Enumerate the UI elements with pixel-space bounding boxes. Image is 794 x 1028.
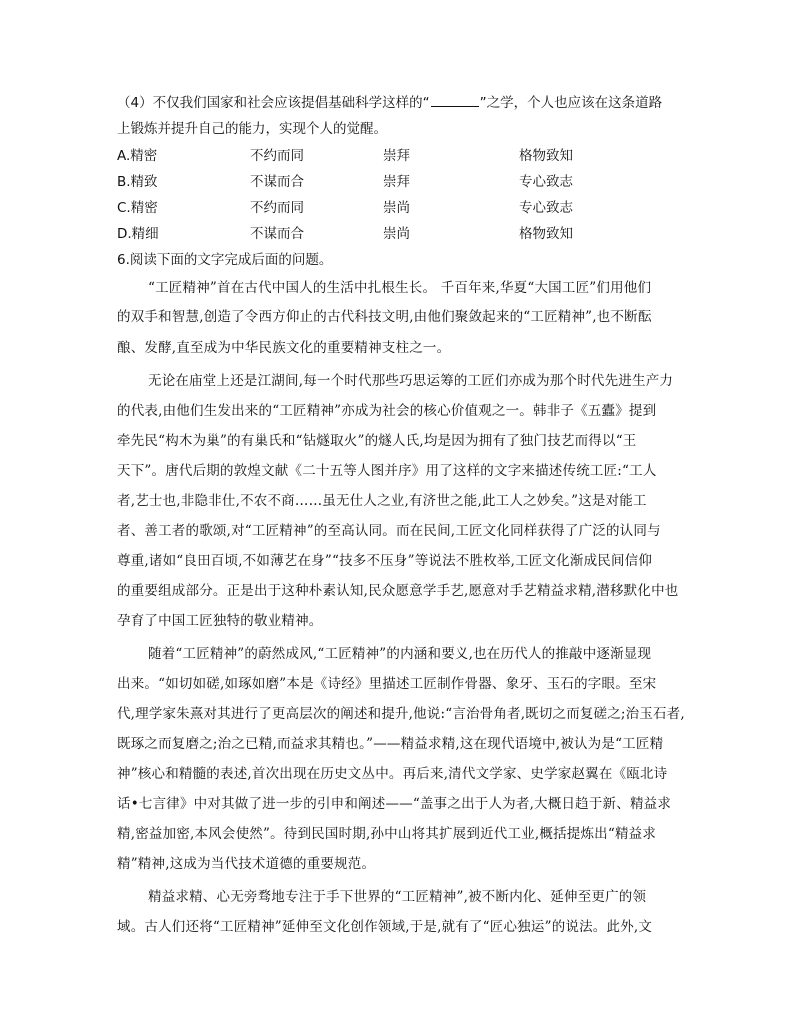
option-word: 不谋而合 (250, 226, 304, 242)
passage-line: 代,理学家朱熹对其进行了更高层次的阐述和提升,他说:“言治骨角者,既切之而复磋之;治玉石者, (117, 706, 685, 722)
answer-blank (431, 94, 479, 107)
passage-line: 无论在庙堂上还是江湖间,每一个时代那些巧思运筹的工匠们亦成为那个时代先进生产力 (148, 373, 674, 389)
passage-line: 既琢之而复磨之;治之已精,而益求其精也。”——精益求精,这在现代语境中,被认为是“工匠精 (117, 736, 664, 752)
option-label: A.精密 (117, 148, 158, 164)
option-word: 不约而同 (250, 148, 304, 164)
passage-line: 的重要组成部分。正是出于这种朴素认知,民众愿意学手艺,愿意对手艺精益求精,潜移默化中也 (117, 583, 679, 599)
passage-line: 孕育了中国工匠独特的敬业精神。 (117, 613, 323, 629)
option-word: 格物致知 (519, 226, 573, 242)
passage-line: “工匠精神”首在古代中国人的生活中扎根生长。 千百年来,华夏“大国工匠”们用他们 (148, 280, 652, 296)
question-4-text-b: ”之学，个人也应该在这条道路 (479, 95, 663, 111)
option-word: 不约而同 (250, 200, 304, 216)
question-6-title: 6.阅读下面的文字完成后面的问题。 (117, 252, 333, 268)
question-4-line-1 (117, 93, 662, 113)
option-word: 崇尚 (383, 226, 410, 242)
passage-line: 话•七言律》中对其做了进一步的引申和阐述——“盖事之出于人为者,大概日趋于新、精益求 (117, 796, 672, 812)
passage-line: 者、善工者的歌颂,对“工匠精神”的至高认同。而在民间,工匠文化同样获得了广泛的认同与 (117, 523, 661, 539)
passage-line: 出来。“如切如磋,如琢如磨”本是《诗经》里描述工匠制作骨器、象牙、玉石的字眼。至宋 (117, 676, 657, 692)
option-word: 不谋而合 (250, 174, 304, 190)
passage-line: 尊重,诸如“良田百顷,不如薄艺在身”“技多不压身”等说法不胜枚举,工匠文化渐成民间信仰 (117, 553, 653, 569)
option-label: B.精致 (117, 174, 158, 190)
question-4-text-a: （4）不仅我们国家和社会应该提倡基础科学这样的“ (117, 95, 430, 111)
option-word: 专心致志 (519, 200, 573, 216)
passage-line: 神”核心和精髓的表述,首次出现在历史文丛中。再后来,清代文学家、史学家赵翼在《瓯北诗 (117, 766, 668, 782)
option-word: 崇拜 (383, 148, 410, 164)
passage-line: 精,密益加密,本风会使然”。待到民国时期,孙中山将其扩展到近代工业,概括提炼出“精益求 (117, 826, 657, 842)
passage-line: 牵先民“构木为巢”的有巢氏和“钻燧取火”的燧人氏,均是因为拥有了独门技艺而得以“王 (117, 433, 637, 449)
passage-line: 的双手和智慧,创造了令西方仰止的古代科技文明,由他们聚敛起来的“工匠精神”,也不断酝 (117, 309, 652, 325)
option-word: 格物致知 (519, 148, 573, 164)
passage-line: 随着“工匠精神”的蔚然成风,“工匠精神”的内涵和要义,也在历代人的推敲中逐渐显现 (148, 646, 652, 662)
passage-line: 酿、发酵,直至成为中华民族文化的重要精神支柱之一。 (117, 340, 451, 356)
passage-line: 天下”。唐代后期的敦煌文献《二十五等人图并序》用了这样的文字来描述传统工匠:“工人 (117, 463, 657, 479)
option-word: 崇尚 (383, 200, 410, 216)
passage-line: 精”精神,这成为当代技术道德的重要规范。 (117, 856, 376, 872)
passage-line: 精益求精、心无旁骛地专注于手下世界的“工匠精神”,被不断内化、延伸至更广的领 (148, 889, 647, 905)
question-4-line-2: 上锻炼并提升自己的能力，实现个人的觉醒。 (117, 121, 387, 137)
option-label: C.精密 (117, 200, 158, 216)
option-word: 专心致志 (519, 174, 573, 190)
passage-line: 域。古人们还将“工匠精神”延伸至文化创作领域,于是,就有了“匠心独运”的说法。此外,文 (117, 919, 653, 935)
option-word: 崇拜 (383, 174, 410, 190)
passage-line: 的代表,由他们生发出来的“工匠精神”亦成为社会的核心价值观之一。韩非子《五蠹》提到 (117, 403, 657, 419)
option-label: D.精细 (117, 226, 159, 242)
passage-line: 者,艺士也,非隐非仕,不农不商……虽无仕人之业,有济世之能,此工人之妙矣。”这是对能工 (117, 493, 647, 509)
